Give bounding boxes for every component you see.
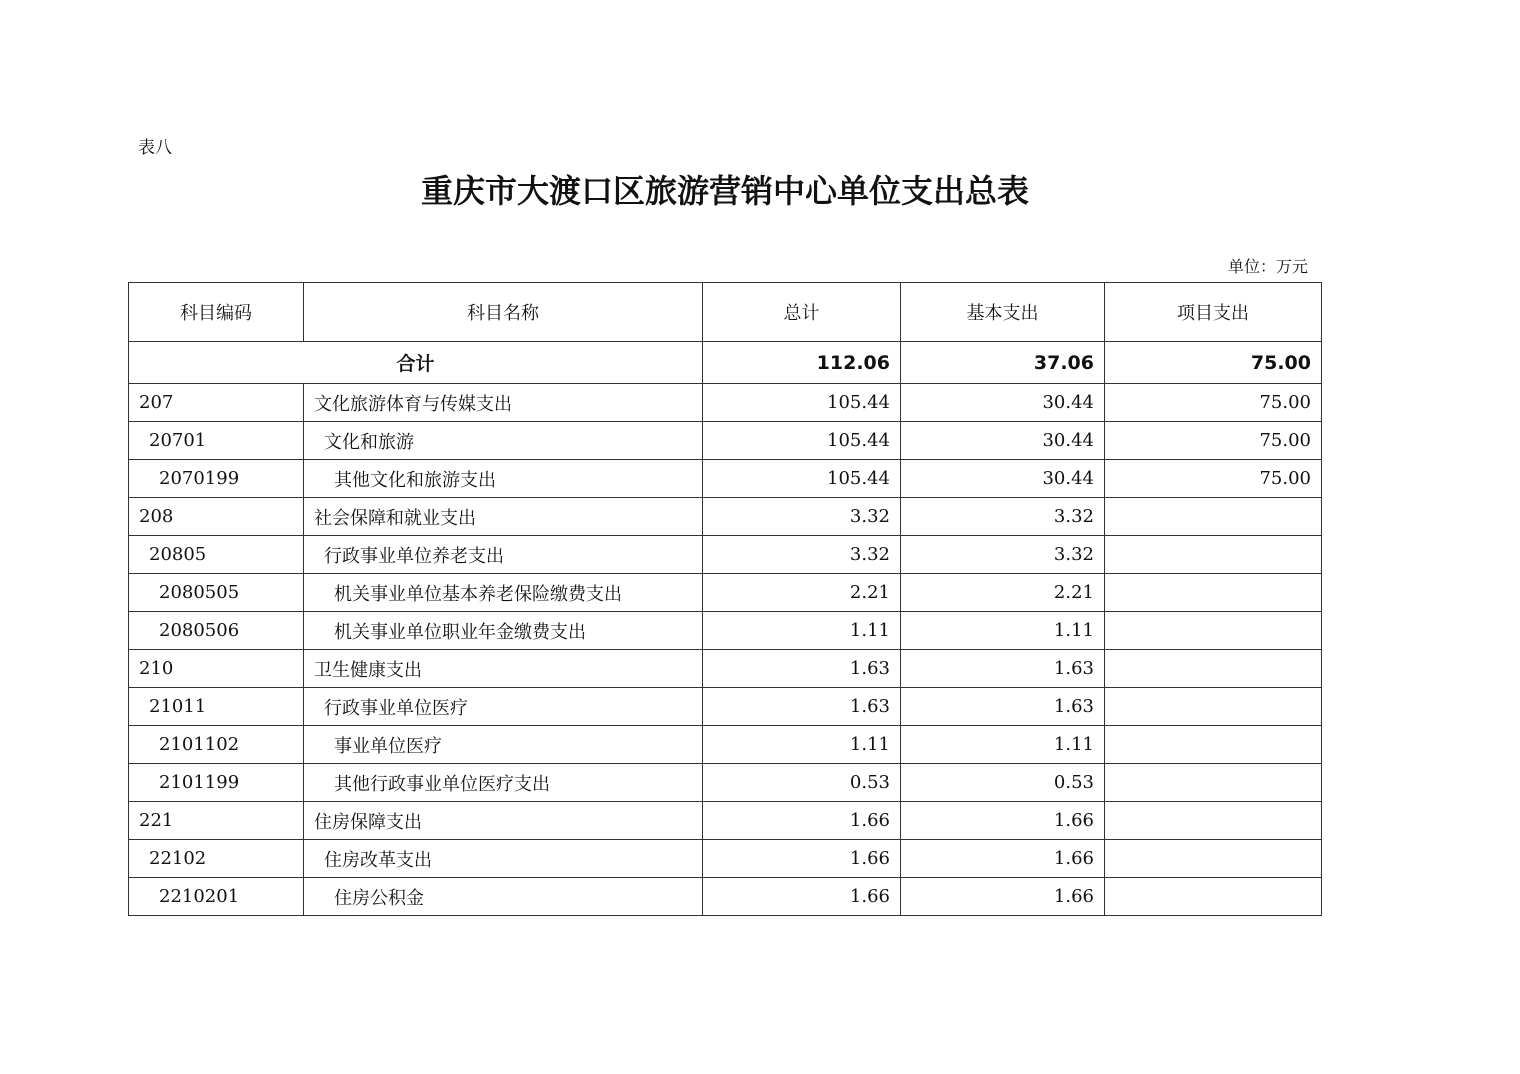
cell-code: 2210201: [129, 878, 304, 916]
cell-project: [1105, 840, 1322, 878]
total-basic: 37.06: [901, 342, 1105, 384]
table-row: [129, 498, 1322, 536]
cell-basic: 30.44: [901, 384, 1105, 422]
cell-name: 事业单位医疗: [304, 726, 703, 764]
cell-total: 3.32: [703, 498, 901, 536]
cell-total: 1.63: [703, 650, 901, 688]
cell-name: 社会保障和就业支出: [304, 498, 703, 536]
cell-name: 其他文化和旅游支出: [304, 460, 703, 498]
unit-note: 单位：万元: [1227, 257, 1308, 276]
cell-project: 75.00: [1105, 384, 1322, 422]
cell-total: 1.66: [703, 802, 901, 840]
cell-name: 住房保障支出: [304, 802, 703, 840]
cell-basic: 1.66: [901, 840, 1105, 878]
table-row: [129, 574, 1322, 612]
table-row: [129, 764, 1322, 802]
cell-basic: 1.11: [901, 612, 1105, 650]
cell-name: 行政事业单位养老支出: [304, 536, 703, 574]
cell-project: [1105, 498, 1322, 536]
cell-code: 2080506: [129, 612, 304, 650]
table-row: [129, 878, 1322, 916]
total-project: 75.00: [1105, 342, 1322, 384]
cell-project: [1105, 802, 1322, 840]
cell-basic: 3.32: [901, 536, 1105, 574]
cell-code: 221: [129, 802, 304, 840]
cell-name: 文化和旅游: [304, 422, 703, 460]
cell-basic: 1.63: [901, 650, 1105, 688]
cell-total: 105.44: [703, 384, 901, 422]
cell-code: 20701: [129, 422, 304, 460]
total-row: [129, 342, 1322, 384]
cell-name: 机关事业单位职业年金缴费支出: [304, 612, 703, 650]
table-row: [129, 536, 1322, 574]
header-total: 总计: [703, 283, 901, 342]
cell-project: [1105, 688, 1322, 726]
cell-code: 2101199: [129, 764, 304, 802]
cell-total: 1.11: [703, 726, 901, 764]
cell-project: [1105, 574, 1322, 612]
cell-basic: 3.32: [901, 498, 1105, 536]
cell-name: 卫生健康支出: [304, 650, 703, 688]
cell-project: 75.00: [1105, 460, 1322, 498]
header-name: 科目名称: [304, 283, 703, 342]
expenditure-table: [128, 282, 1322, 916]
cell-code: 21011: [129, 688, 304, 726]
cell-total: 1.66: [703, 840, 901, 878]
cell-basic: 1.66: [901, 802, 1105, 840]
table-label: 表八: [138, 138, 172, 158]
header-row: [129, 283, 1322, 342]
cell-total: 105.44: [703, 460, 901, 498]
cell-name: 文化旅游体育与传媒支出: [304, 384, 703, 422]
cell-project: [1105, 726, 1322, 764]
cell-basic: 1.11: [901, 726, 1105, 764]
total-label: 合计: [129, 342, 703, 384]
cell-basic: 30.44: [901, 460, 1105, 498]
cell-name: 住房公积金: [304, 878, 703, 916]
cell-basic: 2.21: [901, 574, 1105, 612]
header-code: 科目编码: [129, 283, 304, 342]
cell-project: [1105, 536, 1322, 574]
cell-total: 105.44: [703, 422, 901, 460]
cell-name: 住房改革支出: [304, 840, 703, 878]
header-basic: 基本支出: [901, 283, 1105, 342]
cell-project: [1105, 878, 1322, 916]
total-total: 112.06: [703, 342, 901, 384]
page-title: 重庆市大渡口区旅游营销中心单位支出总表: [420, 172, 1029, 210]
cell-project: [1105, 612, 1322, 650]
cell-basic: 30.44: [901, 422, 1105, 460]
cell-project: 75.00: [1105, 422, 1322, 460]
cell-project: [1105, 650, 1322, 688]
cell-basic: 1.66: [901, 878, 1105, 916]
cell-total: 0.53: [703, 764, 901, 802]
table-row: [129, 650, 1322, 688]
cell-code: 2101102: [129, 726, 304, 764]
cell-code: 2070199: [129, 460, 304, 498]
cell-basic: 1.63: [901, 688, 1105, 726]
cell-total: 2.21: [703, 574, 901, 612]
table-row: [129, 612, 1322, 650]
cell-total: 1.66: [703, 878, 901, 916]
cell-code: 2080505: [129, 574, 304, 612]
table-row: [129, 726, 1322, 764]
table-row: [129, 802, 1322, 840]
table-row: [129, 384, 1322, 422]
table-row: [129, 840, 1322, 878]
cell-total: 1.11: [703, 612, 901, 650]
cell-project: [1105, 764, 1322, 802]
table-row: [129, 688, 1322, 726]
cell-code: 208: [129, 498, 304, 536]
cell-code: 207: [129, 384, 304, 422]
cell-total: 3.32: [703, 536, 901, 574]
cell-name: 机关事业单位基本养老保险缴费支出: [304, 574, 703, 612]
cell-name: 行政事业单位医疗: [304, 688, 703, 726]
cell-total: 1.63: [703, 688, 901, 726]
cell-code: 210: [129, 650, 304, 688]
cell-code: 20805: [129, 536, 304, 574]
cell-basic: 0.53: [901, 764, 1105, 802]
table-row: [129, 460, 1322, 498]
cell-name: 其他行政事业单位医疗支出: [304, 764, 703, 802]
cell-code: 22102: [129, 840, 304, 878]
table-row: [129, 422, 1322, 460]
header-project: 项目支出: [1105, 283, 1322, 342]
